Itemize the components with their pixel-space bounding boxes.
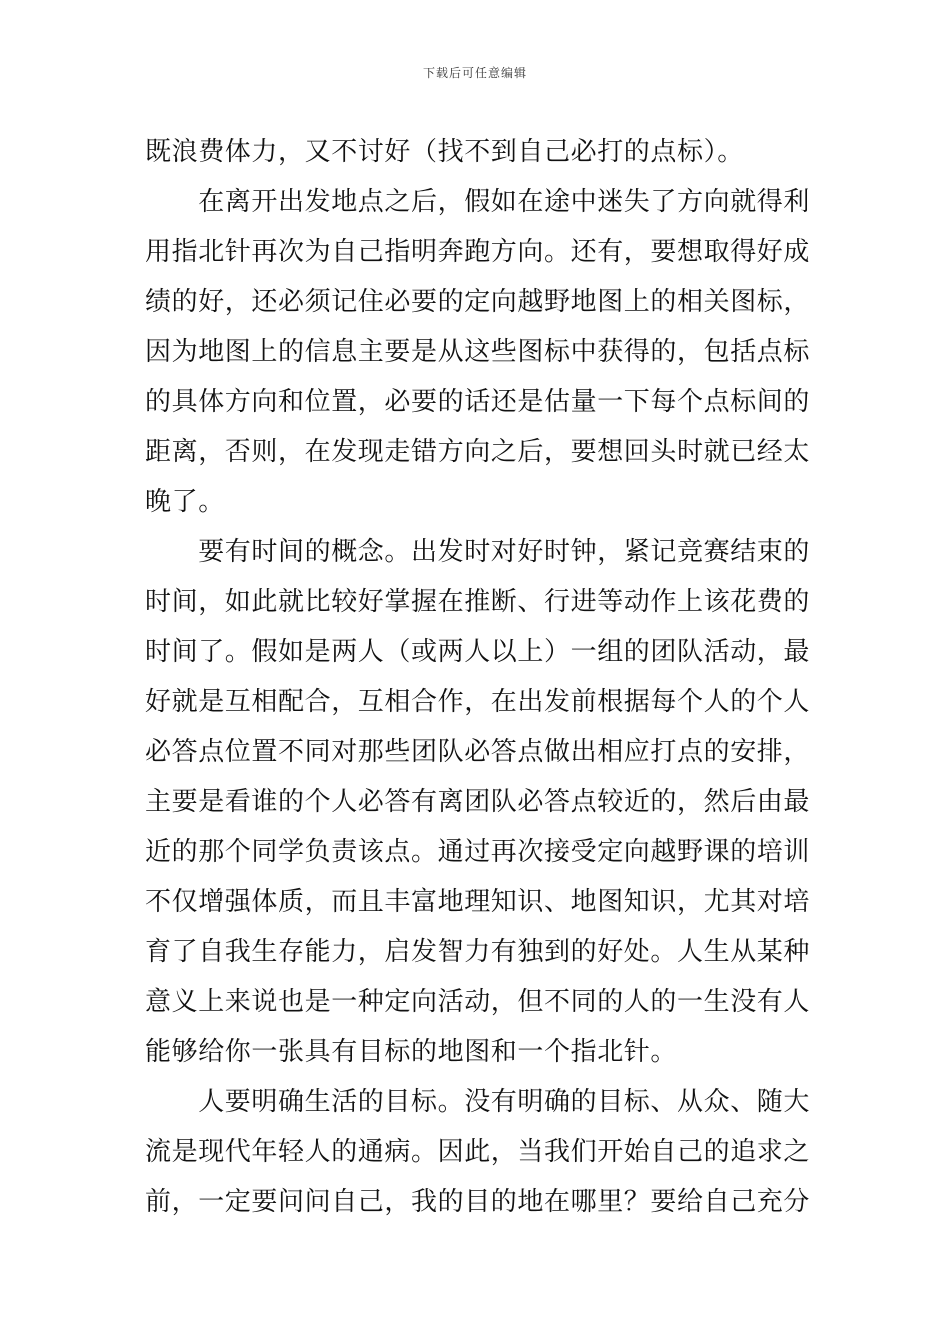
text-line: 好就是互相配合，互相合作，在出发前根据每个人的个人	[145, 687, 810, 717]
text-line: 育了自我生存能力，启发智力有独到的好处。人生从某种	[145, 937, 810, 967]
text-line: 晚了。	[145, 487, 225, 517]
text-line: 时间，如此就比较好掌握在推断、行进等动作上该花费的	[145, 587, 810, 617]
text-line: 流是现代年轻人的通病。因此，当我们开始自己的追求之	[145, 1137, 810, 1167]
text-line: 主要是看谁的个人必答有离团队必答点较近的，然后由最	[145, 787, 810, 817]
text-line: 的具体方向和位置，必要的话还是估量一下每个点标间的	[145, 387, 810, 417]
text-line: 人要明确生活的目标。没有明确的目标、从众、随大	[145, 1087, 810, 1117]
text-line: 用指北针再次为自己指明奔跑方向。还有，要想取得好成	[145, 237, 810, 267]
document-body	[145, 127, 810, 1227]
text-line: 时间了。假如是两人（或两人以上）一组的团队活动，最	[145, 637, 810, 667]
text-line: 前，一定要问问自己，我的目的地在哪里？要给自己充分	[145, 1187, 810, 1217]
text-line: 既浪费体力，又不讨好（找不到自己必打的点标）。	[145, 137, 744, 167]
page-header: 下载后可任意编辑	[422, 66, 527, 80]
text-line: 距离，否则，在发现走错方向之后，要想回头时就已经太	[145, 437, 810, 467]
text-line: 近的那个同学负责该点。通过再次接受定向越野课的培训	[145, 837, 810, 867]
text-line: 因为地图上的信息主要是从这些图标中获得的，包括点标	[145, 337, 810, 367]
text-line: 必答点位置不同对那些团队必答点做出相应打点的安排，	[145, 737, 810, 767]
text-line: 意义上来说也是一种定向活动，但不同的人的一生没有人	[145, 987, 810, 1017]
text-line: 在离开出发地点之后，假如在途中迷失了方向就得利	[145, 187, 810, 217]
text-line: 不仅增强体质，而且丰富地理知识、地图知识，尤其对培	[145, 887, 810, 917]
text-line: 要有时间的概念。出发时对好时钟，紧记竞赛结束的	[145, 537, 810, 567]
text-line: 绩的好，还必须记住必要的定向越野地图上的相关图标，	[145, 287, 810, 317]
text-line: 能够给你一张具有目标的地图和一个指北针。	[145, 1037, 678, 1067]
